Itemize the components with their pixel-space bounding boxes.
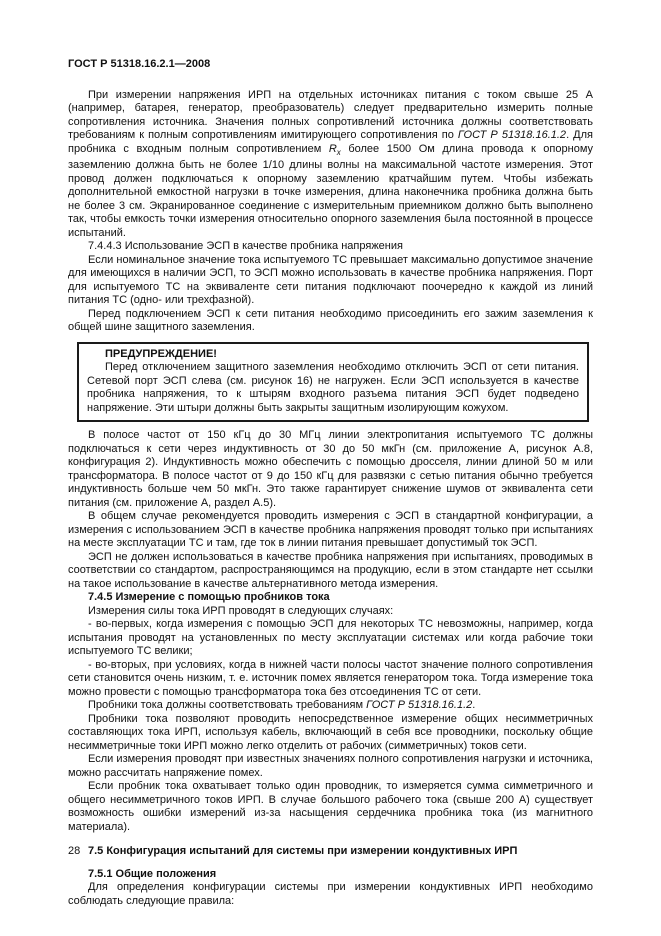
paragraph-system-configuration-rules: Для определения конфигурации системы при измерении кондуктивных ИРП необходимо соблюдать следующие правила: (68, 881, 593, 907)
page-number: 28 (68, 845, 81, 857)
paragraph-asymmetric-components: Пробники тока позволяют проводить непосредственное измерение общих несимметричных составляющих тока ИРП, используя кабель, включающий в себя все проводники, поскольку общие несимметричные токи ИРП можно легко отделить от рабочих (симметричных) токов сети. (68, 712, 593, 752)
warning-title: ПРЕДУПРЕЖДЕНИЕ! (105, 347, 217, 360)
list-item-second-case: - во-вторых, при условиях, когда в нижней части полосы частот значение полного сопротивления сети становится очень низким, т. е. источник помех является генератором тока. Тогда измерение тока можно провести с помощью трансформатора тока без отсоединения ТС от сети. (68, 658, 593, 698)
paragraph-frequency-band: В полосе частот от 150 кГц до 30 МГц линии электропитания испытуемого ТС должны подключаться к сети через индуктивность от 30 до 50 мкГн (см. приложение А, рисунок А.8, конфигурация 2). Индуктивность можно обеспечить с помощью дросселя, линии длиной 50 м или трансформатора. В полосе частот от 9 до 150 кГц для развязки с сетью питания обычно требуется индуктивность больше чем 50 мкГн. Это также гарантирует снижение шумов от эквивалента сети питания (см. приложение А, раздел А.5). (68, 429, 593, 509)
gost-reference: ГОСТ Р 51318.16.1.2 (366, 699, 473, 712)
paragraph-text: . (472, 699, 476, 712)
paragraph-text: Пробники тока должны соответствовать требованиям (88, 699, 367, 712)
gost-reference: ГОСТ Р 51318.16.1.2 (457, 129, 567, 141)
warning-body: Перед отключением защитного заземления необходимо отключить ЭСП от сети питания. Сетевой порт ЭСП слева (см. рисунок 16) не нагружен. Если ЭСП используется в качестве пробника напряжения, то к штырям входного разъема питания ЭСП будет подведено напряжение. Эти штыри должны быть закрыты защитным изолирующим кожухом. (87, 361, 579, 414)
variable-rx-subscript: x (336, 147, 341, 157)
paragraph-text: . Для пробника с входным полным сопротивлением (68, 129, 594, 155)
section-heading-7-4-4-3: 7.4.4.3 Использование ЭСП в качестве пробника напряжения (88, 240, 403, 253)
section-heading-7-5-1: 7.5.1 Общие положения (88, 867, 217, 880)
paragraph-single-conductor: Если пробник тока охватывает только один проводник, то измеряется сумма симметричного и общего несимметричного токов ИРП. В случае большого рабочего тока (свыше 200 А) существует возможность ошибки измерений из-за насыщения сердечника пробника тока (из магнитного материала). (68, 780, 593, 833)
warning-box (77, 342, 589, 423)
section-heading-7-4-5: 7.4.5 Измерение с помощью пробников тока (88, 591, 330, 604)
paragraph-text: При измерении напряжения ИРП на отдельных источниках питания с током свыше 25 А (например, батарея, генератор, преобразователь) следует предварительно измерить полные сопротивления источника. Значения полных сопротивлений источника должны соответствовать требованиям к полным сопротивлениям имитирующего сопротивления по (68, 88, 593, 141)
paragraph-standard-configuration: В общем случае рекомендуется проводить измерения с ЭСП в стандартной конфигурации, а измерения с использованием ЭСП в качестве пробника напряжения проводят только при испытаниях на месте эксплуатации ТС и там, где ток в линии питания превышает допустимый ток ЭСП. (68, 510, 593, 550)
section-heading-7-5: 7.5 Конфигурация испытаний для системы при измерении кондуктивных ИРП (88, 845, 518, 858)
paragraph-esp-restriction: ЭСП не должен использоваться в качестве пробника напряжения при испытаниях, проводимых в соответствии со стандартом, распространяющимся на продукцию, если в этом стандарте нет ссылки на такое использование в качестве альтернативного метода измерения. (68, 550, 593, 590)
paragraph-current-measurement-cases: Измерения силы тока ИРП проводят в следующих случаях: (88, 604, 394, 617)
paragraph-known-impedance: Если измерения проводят при известных значениях полного сопротивления нагрузки и источника, можно рассчитать напряжение помех. (68, 753, 593, 779)
paragraph-text: более 1500 Ом длина провода к опорному заземлению должна быть не более 1/10 длины волны на максимальной частоте измерения. Этот провод должен подключаться к опорному заземлению кратчайшим путем. Чтобы избежать дополнительной емкостной нагрузки в точке измерения, длина наконечника пробника должна быть не более 3 см. Экранированное соединение с измерительным приемником должно быть выполнено так, чтобы емкость точки измерения относительно опорного заземления была постоянной в процессе испытаний. (68, 142, 593, 239)
document-standard-header: ГОСТ Р 51318.16.2.1—2008 (68, 58, 211, 70)
list-item-first-case: - во-первых, когда измерения с помощью ЭСП для некоторых ТС невозможны, например, когда испытания проводят на установленных по месту эксплуатации системах или когда рабочие токи испытуемого ТС велики; (68, 618, 593, 658)
paragraph-current-probe-requirements (68, 699, 593, 713)
paragraph-esp-voltage-probe: Если номинальное значение тока испытуемого ТС превышает максимально допустимое значение для имеющихся в наличии ЭСП, то ЭСП можно использовать в качестве пробника напряжения. Порт для испытуемого ТС на эквиваленте сети питания подключают поочередно к каждой из линий питания ТС (одно- или трехфазной). (68, 253, 593, 307)
paragraph-ground-clamp: Перед подключением ЭСП к сети питания необходимо присоединить его зажим заземления к общей шине защитного заземления. (68, 307, 593, 334)
variable-rx: R (328, 142, 337, 155)
paragraph-source-impedance (68, 89, 593, 241)
